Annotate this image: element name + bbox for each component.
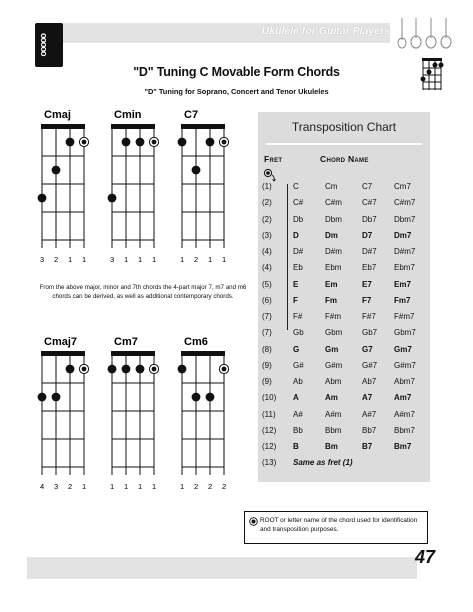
finger-number: 2: [208, 482, 213, 491]
table-cell: G#7: [362, 360, 378, 370]
finger-number: 2: [68, 482, 73, 491]
table-row: [258, 182, 430, 197]
table-cell: D#m7: [394, 247, 416, 256]
nut: [41, 124, 85, 129]
table-cell: C#m: [325, 198, 342, 208]
table-cell: G#m: [325, 360, 343, 370]
finger-number: 2: [194, 482, 199, 491]
finger-number: 1: [138, 255, 143, 264]
root-center: [152, 367, 157, 372]
table-cell: A#: [293, 409, 303, 419]
chord-name: Cmin: [114, 109, 142, 121]
table-cell: Dbm7: [394, 214, 416, 224]
table-row: [258, 377, 430, 392]
nut: [181, 124, 225, 129]
finger-number: 1: [124, 255, 129, 264]
finger-dot: [66, 365, 75, 374]
table-row: [258, 198, 430, 213]
finger-number: 3: [54, 482, 59, 491]
table-cell: Dm7: [394, 230, 412, 240]
nut: [181, 351, 225, 356]
table-cell: Cm: [325, 182, 338, 191]
root-center: [222, 367, 227, 372]
table-cell: D7: [362, 230, 373, 240]
table-cell: Eb7: [362, 263, 377, 273]
finger-number: 4: [40, 482, 45, 491]
table-cell: C#m7: [394, 198, 416, 208]
finger-number: 2: [54, 255, 59, 264]
table-cell: Bb: [293, 425, 303, 435]
table-cell: (4): [262, 263, 272, 273]
table-row: [258, 442, 430, 457]
finger-dot: [178, 138, 187, 147]
finger-number: 1: [180, 482, 185, 491]
root-center: [82, 367, 87, 372]
table-cell: F#m: [325, 312, 341, 321]
table-cell: (3): [262, 230, 272, 240]
finger-number: 1: [180, 255, 185, 264]
table-cell: Gm: [325, 344, 339, 354]
root-center: [82, 140, 87, 145]
finger-number: 1: [68, 255, 73, 264]
finger-dot: [52, 393, 61, 402]
table-cell: G: [293, 344, 300, 354]
finger-number: 1: [152, 255, 157, 264]
finger-dot: [122, 138, 131, 147]
table-row: [258, 231, 430, 246]
table-cell: G#m7: [394, 360, 416, 370]
table-cell: Gb7: [362, 328, 378, 338]
table-cell: Dbm: [325, 214, 342, 224]
table-cell: Cm7: [394, 182, 411, 191]
page-subtitle: "D" Tuning for Soprano, Concert and Tenor Ukuleles: [144, 87, 329, 96]
chord-name: Cm7: [114, 336, 138, 348]
table-cell: (1): [262, 182, 272, 191]
table-cell: Dm: [325, 230, 338, 240]
table-cell: D#: [293, 247, 304, 256]
table-cell: D#7: [362, 247, 377, 256]
table-cell: Gbm: [325, 328, 343, 338]
table-cell: Am7: [394, 393, 412, 403]
table-cell: D: [293, 230, 299, 240]
table-cell: Ebm: [325, 263, 342, 273]
chord-description: From the above major, minor and 7th chords the 4-part major 7, m7 and m6 chords can be derived, as well as additional contemporary chords.: [39, 284, 247, 300]
table-cell: Gbm7: [394, 328, 416, 338]
table-cell: Abm: [325, 377, 342, 386]
table-cell: (9): [262, 377, 272, 386]
table-cell: Em7: [394, 279, 411, 289]
table-cell: (4): [262, 247, 272, 256]
table-cell: C: [293, 182, 299, 191]
root-center: [222, 140, 227, 145]
table-cell: D#m: [325, 247, 342, 256]
finger-dot: [52, 166, 61, 175]
table-cell: F#7: [362, 312, 376, 321]
table-cell: Eb: [293, 263, 303, 273]
chord-name-header: Chord Name: [320, 154, 369, 164]
table-row: [258, 345, 430, 360]
finger-number: 1: [208, 255, 213, 264]
finger-dot: [136, 138, 145, 147]
book-title: Ukulele for Guitar Players: [261, 25, 390, 37]
table-cell: Bm: [325, 442, 338, 451]
table-cell: A#7: [362, 409, 377, 419]
table-row: [258, 328, 430, 343]
table-cell: (7): [262, 328, 272, 338]
table-cell: (8): [262, 344, 272, 354]
finger-number: 2: [194, 255, 199, 264]
table-cell: A#m: [325, 409, 342, 419]
table-row: [258, 361, 430, 376]
table-row: [258, 393, 430, 408]
table-cell: Fm7: [394, 295, 411, 305]
table-row: [258, 247, 430, 262]
table-cell: Gm7: [394, 344, 412, 354]
table-cell: C#7: [362, 198, 377, 208]
table-cell: (12): [262, 442, 277, 451]
table-cell: (9): [262, 360, 272, 370]
table-cell: (7): [262, 312, 272, 321]
finger-dot: [192, 166, 201, 175]
table-cell: Db: [293, 214, 304, 224]
title-divider: [266, 143, 422, 145]
table-cell: G7: [362, 344, 373, 354]
table-row: [258, 280, 430, 295]
table-row: [258, 410, 430, 425]
root-note-text: ROOT or letter name of the chord used for identification and transposition purposes.: [260, 517, 418, 533]
finger-dot: [206, 138, 215, 147]
table-cell: Ab7: [362, 377, 377, 386]
table-cell: Abm7: [394, 377, 415, 386]
table-cell: Am: [325, 393, 338, 403]
table-cell: E7: [362, 279, 372, 289]
table-cell: Bbm: [325, 425, 342, 435]
chord-name: C7: [184, 109, 199, 121]
table-cell: Db7: [362, 214, 377, 224]
finger-number: 1: [222, 255, 227, 264]
page-number: 47: [415, 547, 436, 567]
table-cell: C7: [362, 182, 373, 191]
finger-number: 2: [222, 482, 227, 491]
table-cell: B7: [362, 442, 373, 451]
finger-dot: [122, 365, 131, 374]
finger-number: 1: [152, 482, 157, 491]
chord-name: Cmaj7: [44, 336, 78, 348]
root-center: [152, 140, 157, 145]
table-cell: Ebm7: [394, 263, 415, 273]
table-cell: Gb: [293, 328, 304, 338]
finger-number: 3: [40, 255, 45, 264]
nut: [111, 124, 155, 129]
finger-number: 1: [82, 255, 87, 264]
table-cell: G#: [293, 360, 304, 370]
same-as-cell: Same as fret (1): [293, 458, 353, 467]
transposition-chart: [258, 112, 430, 482]
finger-dot: [38, 194, 47, 203]
table-cell: Bbm7: [394, 425, 415, 435]
root-note-box: [244, 511, 428, 544]
table-cell: (5): [262, 279, 272, 289]
page-title: "D" Tuning C Movable Form Chords: [133, 65, 340, 79]
finger-number: 1: [82, 482, 87, 491]
finger-dot: [66, 138, 75, 147]
table-cell: A#m7: [394, 409, 415, 419]
table-cell: Ab: [293, 377, 303, 386]
table-cell: Bm7: [394, 442, 412, 451]
finger-number: 3: [110, 255, 115, 264]
finger-dot: [178, 365, 187, 374]
table-cell: C#: [293, 198, 304, 208]
table-cell: (11): [262, 409, 276, 419]
chord-name: Cmaj: [44, 109, 71, 121]
table-cell: F#m7: [394, 312, 415, 321]
table-cell: F#: [293, 312, 303, 321]
chord-name: Cm6: [184, 336, 208, 348]
footer-band: [27, 557, 417, 579]
table-cell: Fm: [325, 295, 337, 305]
finger-dot: [206, 393, 215, 402]
table-row-last: [258, 458, 430, 473]
table-cell: A7: [362, 393, 373, 403]
finger-dot: [108, 365, 117, 374]
table-row: [258, 312, 430, 327]
finger-number: 1: [110, 482, 115, 491]
finger-number: 1: [124, 482, 129, 491]
nut: [41, 351, 85, 356]
finger-dot: [136, 365, 145, 374]
table-row: [258, 263, 430, 278]
finger-dot: [108, 194, 117, 203]
table-cell: F7: [362, 295, 372, 305]
table-row: [258, 426, 430, 441]
nut: [111, 351, 155, 356]
logo-text: ooooo: [39, 33, 49, 56]
finger-dot: [38, 393, 47, 402]
table-cell: Em: [325, 279, 338, 289]
table-cell: (2): [262, 214, 272, 224]
finger-number: 1: [138, 482, 143, 491]
table-row: [258, 296, 430, 311]
table-cell: (10): [262, 393, 277, 403]
fret-cell: (13): [262, 458, 277, 467]
table-cell: (6): [262, 295, 272, 305]
finger-dot: [192, 393, 201, 402]
transposition-title: Transposition Chart: [291, 120, 397, 134]
table-cell: Bb7: [362, 425, 377, 435]
table-cell: F: [293, 295, 298, 305]
table-cell: B: [293, 442, 299, 451]
table-cell: (12): [262, 425, 277, 435]
table-cell: E: [293, 279, 299, 289]
table-cell: (2): [262, 198, 272, 208]
root-symbol-icon: [249, 517, 258, 526]
fret-header: Fret: [264, 154, 283, 164]
table-row: [258, 215, 430, 230]
table-cell: A: [293, 393, 299, 403]
root-symbol-icon: [263, 168, 277, 182]
